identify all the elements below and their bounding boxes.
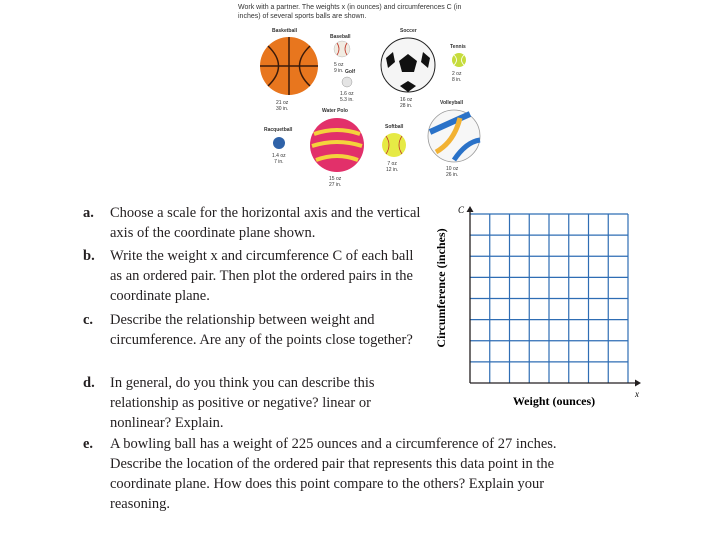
basketball-image — [256, 36, 322, 96]
softball-values: 7 oz 12 in. — [386, 161, 399, 173]
golf-label: Golf — [345, 69, 355, 75]
volleyball-values: 10 oz 26 in. — [446, 166, 459, 178]
golf-image — [341, 76, 353, 88]
basketball-label: Basketball — [272, 28, 298, 34]
basketball-values: 21 oz 30 in. — [276, 100, 289, 112]
racquetball-label: Racquetball — [264, 127, 293, 133]
y-axis-title: Circumference (inches) — [434, 228, 448, 348]
water-polo-values: 15 oz 27 in. — [329, 176, 342, 188]
water-polo-image — [308, 116, 366, 174]
y-axis-arrow — [467, 206, 474, 212]
softball-image — [380, 132, 408, 158]
question-e: e. A bowling ball has a weight of 225 ounces and a circumference of 27 inches. Describe the location of the ordered pair that represents this data point in the coordinate plane. How does this point compare to the others? Explain your reasoning. — [83, 436, 557, 512]
coordinate-plane — [430, 200, 650, 415]
question-a: a. Choose a scale for the horizontal axis and the vertical axis of the coordinate plane shown. — [83, 205, 421, 241]
baseball-image — [332, 40, 352, 58]
tennis-label: Tennis — [450, 44, 466, 50]
grid — [470, 214, 628, 383]
question-c: c. Describe the relationship between weight and circumference. Are any of the points close together? — [83, 312, 413, 348]
intro-text: Work with a partner. The weights x (in ounces) and circumferences C (in inches) of several sports balls are shown. — [238, 4, 462, 20]
question-d: d. In general, do you think you can describe this relationship as positive or negative? linear or nonlinear? Explain. — [83, 375, 375, 431]
question-b: b. Write the weight x and circumference C of each ball as an ordered pair. Then plot the ordered pairs in the coordinate plane. — [83, 248, 414, 304]
soccer-image — [378, 36, 438, 94]
softball-label: Softball — [385, 124, 404, 130]
x-axis-arrow — [635, 380, 641, 387]
tennis-image — [451, 52, 467, 68]
baseball-values: 5 oz 9 in. — [334, 62, 344, 74]
volleyball-image — [426, 108, 482, 164]
y-axis-variable: C — [458, 205, 465, 215]
soccer-label: Soccer — [400, 28, 417, 34]
golf-values: 1.6 oz 5.3 in. — [340, 91, 354, 103]
soccer-values: 16 oz 28 in. — [400, 97, 413, 109]
x-axis-title: Weight (ounces) — [512, 394, 596, 408]
racquetball-values: 1.4 oz 7 in. — [272, 153, 286, 165]
tennis-values: 2 oz 8 in. — [452, 71, 462, 83]
baseball-label: Baseball — [330, 34, 351, 40]
racquetball-image — [272, 136, 286, 150]
volleyball-label: Volleyball — [440, 100, 463, 106]
x-axis-variable: x — [635, 389, 639, 399]
water-polo-label: Water Polo — [322, 108, 348, 114]
